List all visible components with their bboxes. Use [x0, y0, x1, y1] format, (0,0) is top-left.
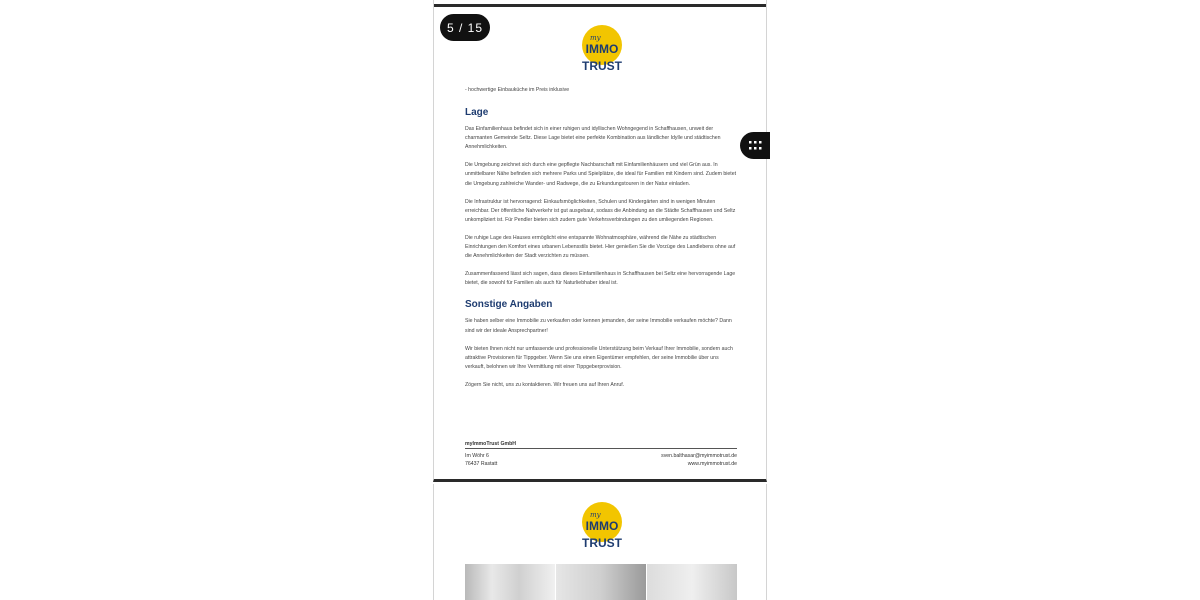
property-photo — [465, 564, 737, 600]
document-page — [433, 484, 767, 600]
footer-email[interactable]: sven.balthasar@myimmotrust.de — [661, 453, 737, 459]
sonstige-heading: Sonstige Angaben — [465, 299, 553, 311]
lage-paragraph: Zusammenfassend lässt sich sagen, dass dieses Einfamilienhaus in Schaffhausen bei Seltz eine hervorragende Lage bietet, die sowohl für Familien als auch für Naturliebhaber ideal ist. — [465, 271, 736, 287]
footer-company: myImmoTrust GmbH — [465, 441, 737, 449]
lage-paragraph: Die ruhige Lage des Hauses ermöglicht eine entspannte Wohnatmosphäre, während die Nähe zu städtischen Einrichtungen den Komfort eines urbanen Lebensstils bietet. Hier genießen Sie die Vorzüge des Landlebens ohne auf die Annehmlichkeiten der Stadt verzichten zu müssen. — [465, 234, 736, 260]
lage-paragraph: Das Einfamilienhaus befindet sich in einer ruhigen und idyllischen Wohngegend in Schaffhausen, unweit der charmanten Gemeinde Seltz. Diese Lage bietet eine perfekte Kombination aus ländlicher Idylle und städtischen Annehmlichkeiten. — [465, 126, 721, 151]
footer-website[interactable]: www.myimmotrust.de — [687, 461, 737, 467]
lage-paragraph: Die Umgebung zeichnet sich durch eine gepflegte Nachbarschaft mit Einfamilienhäusern und viel Grün aus. In unmittelbarer Nähe befinden sich mehrere Parks und Spielplätze, die ideal für Familien mit Kindern sind. Zudem bietet die Umgebung zahlreiche Wander- und Radwege, die zu Erkundungstouren in der Natur einladen. — [465, 162, 737, 187]
footer-city: 76437 Rastatt — [465, 461, 498, 467]
page-content — [465, 86, 737, 390]
sonstige-paragraph: Wir bieten Ihnen nicht nur umfassende und professionelle Unterstützung beim Verkauf Ihrer Immobilie, sondern auch attraktive Provisionen für Tippgeber. Wenn Sie uns einen Eigentümer empfehlen, der seine Immobilie über uns verkauft, belohnen wir Ihre Vermittlung mit einer Tippgeberprovision. — [465, 345, 733, 370]
company-logo — [578, 502, 626, 550]
svg-text:TRUST: TRUST — [582, 536, 622, 550]
intro-text: - hochwertige Einbauküche im Preis inklusive — [465, 87, 570, 93]
svg-text:IMMO: IMMO — [585, 42, 619, 56]
footer-street: Im Wöhr 6 — [465, 453, 489, 459]
lage-heading: Lage — [465, 107, 489, 119]
footer-contact — [661, 452, 737, 468]
svg-text:IMMO: IMMO — [585, 519, 619, 533]
document-page — [433, 0, 767, 482]
company-logo — [578, 25, 626, 73]
svg-text:my: my — [590, 34, 601, 42]
page-footer — [465, 441, 737, 468]
svg-text:my: my — [590, 511, 601, 519]
page-counter: 5 / 15 — [440, 14, 490, 41]
grid-icon — [749, 141, 762, 150]
lage-paragraph: Die Infrastruktur ist hervorragend: Einkaufsmöglichkeiten, Schulen und Kindergärten sind in wenigen Minuten erreichbar. Der öffentliche Nahverkehr ist gut ausgebaut, sodass die Anbindung an die Städte Schaffhausen und Seltz unkompliziert ist. Für Pendler bieten sich zudem gute Verkehrsverbindungen zu den umliegenden Regionen. — [465, 198, 736, 223]
sonstige-paragraph: Sie haben selber eine Immobilie zu verkaufen oder kennen jemanden, der seine Immobilie verkaufen möchte? Dann sind wir der ideale Ansprechpartner! — [465, 318, 732, 334]
footer-address — [465, 452, 497, 468]
sonstige-paragraph: Zögern Sie nicht, uns zu kontaktieren. Wir freuen uns auf Ihren Anruf. — [465, 381, 625, 388]
thumbnail-grid-button[interactable] — [740, 132, 770, 159]
svg-text:TRUST: TRUST — [582, 59, 622, 73]
